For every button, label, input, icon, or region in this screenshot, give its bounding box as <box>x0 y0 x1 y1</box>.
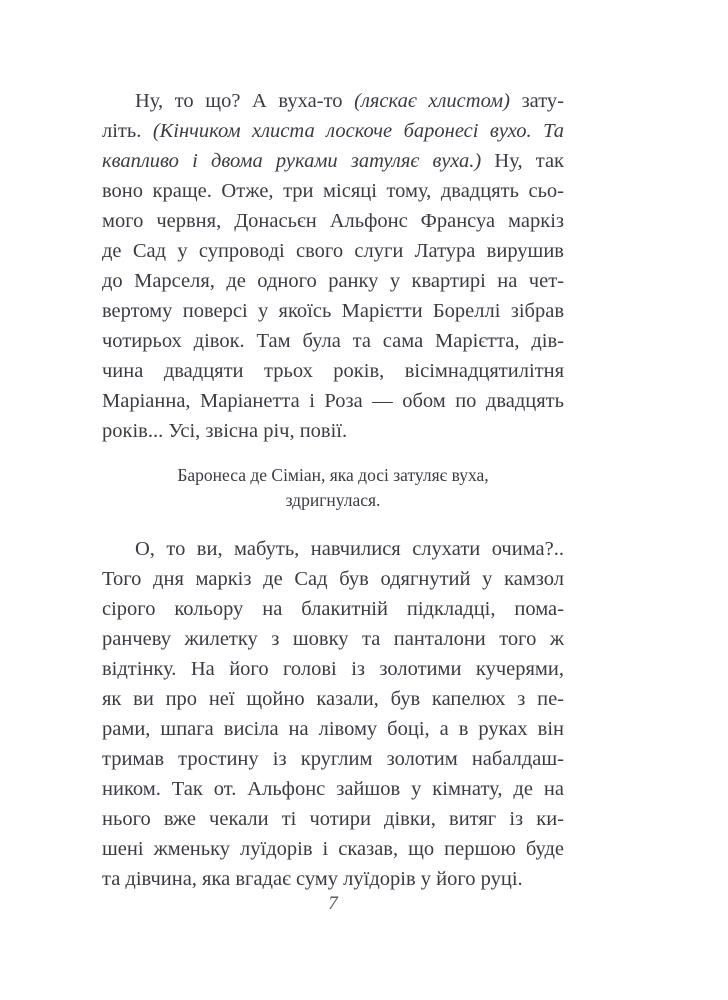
text-line <box>102 594 564 624</box>
text-line <box>102 416 564 446</box>
text-segment: та дівчина, яка вгадає суму луїдорів у його руці. <box>102 868 523 890</box>
text-segment: рами, шпага висіла на лівому боці, а в руках він <box>102 718 564 740</box>
text-line <box>102 146 564 176</box>
text-segment: сірого кольору на блакитній підкладці, пома- <box>102 598 564 620</box>
text-line <box>102 864 564 894</box>
text-segment: до Марселя, де одного ранку у квартирі на чет- <box>102 270 564 292</box>
text-segment: шені жменьку луїдорів і сказав, що першою буде <box>102 838 564 860</box>
text-segment: нього вже чекали ті чотири дівки, витяг із ки- <box>102 808 564 830</box>
text-segment: відтінку. На його голові із золотими кучерями, <box>102 658 564 680</box>
text-segment: О, то ви, мабуть, навчилися слухати очима?.. <box>135 538 564 560</box>
text-segment: вертому поверсі у якоїсь Марієтти Бореллі зібрав <box>102 300 564 322</box>
text-segment: літь. <box>102 120 153 142</box>
text-line <box>102 86 564 116</box>
text-segment: ником. Так от. Альфонс зайшов у кімнату, де на <box>102 778 564 800</box>
text-segment: Ну, то що? А вуха-то <box>135 90 355 112</box>
text-line <box>102 654 564 684</box>
text-line <box>102 804 564 834</box>
text-segment: зату- <box>509 90 564 112</box>
text-line <box>102 386 564 416</box>
text-line <box>102 774 564 804</box>
text-line <box>102 236 564 266</box>
text-segment: чина двадцяти трьох років, вісімнадцятилітня <box>102 360 564 382</box>
text-block <box>102 86 564 894</box>
text-line <box>102 176 564 206</box>
paragraph-2 <box>102 534 564 894</box>
page-number: 7 <box>328 893 338 914</box>
text-segment: тримав тростину із круглим золотим набалдаш- <box>102 748 564 770</box>
text-line <box>102 116 564 146</box>
italic-text-segment: (ляскає хлистом) <box>354 90 510 112</box>
text-line <box>102 744 564 774</box>
stage-direction-line: Баронеса де Сіміан, яка досі затуляє вуха, <box>177 465 489 485</box>
text-segment: де Сад у супроводі свого слуги Латура вирушив <box>102 240 564 262</box>
text-line <box>102 356 564 386</box>
text-line <box>102 564 564 594</box>
paragraph-1 <box>102 86 564 446</box>
text-line <box>102 684 564 714</box>
text-line <box>102 266 564 296</box>
text-line <box>102 534 564 564</box>
italic-text-segment: квапливо і двома руками затуляє вуха.) <box>102 150 482 172</box>
text-segment: мого червня, Донасьєн Альфонс Франсуа маркіз <box>102 210 564 232</box>
text-line <box>102 206 564 236</box>
text-line <box>102 834 564 864</box>
text-segment: Ну, так <box>481 150 564 172</box>
stage-direction-line: здригнулася. <box>285 490 381 510</box>
text-line <box>102 624 564 654</box>
italic-text-segment: (Кінчиком хлиста лоскоче баронесі вухо. Та <box>152 120 564 142</box>
text-segment: Того дня маркіз де Сад був одягнутий у камзол <box>102 568 564 590</box>
text-line <box>102 326 564 356</box>
text-segment: воно краще. Отже, три місяці тому, двадцять сьо- <box>102 180 564 202</box>
text-line <box>102 296 564 326</box>
text-segment: ранчеву жилетку з шовку та панталони того ж <box>102 628 564 650</box>
text-segment: років... Усі, звісна річ, повії. <box>102 420 348 442</box>
text-segment: чотирьох дівок. Там була та сама Марієтта, дів- <box>102 330 564 352</box>
text-segment: Маріанна, Маріанетта і Роза — обом по двадцять <box>102 390 564 412</box>
text-line <box>102 714 564 744</box>
stage-direction <box>102 463 564 513</box>
text-segment: як ви про неї щойно казали, був капелюх з пе- <box>102 688 564 710</box>
